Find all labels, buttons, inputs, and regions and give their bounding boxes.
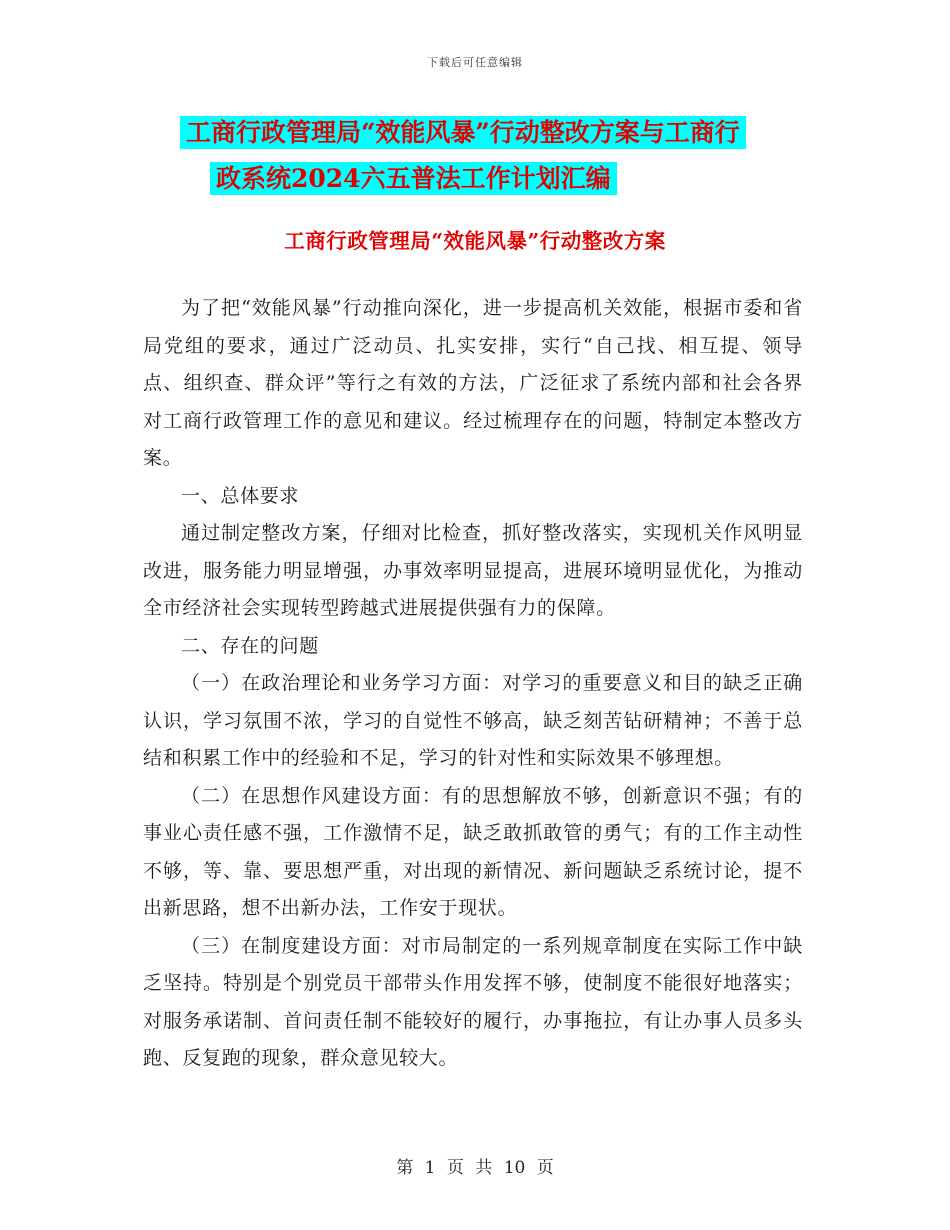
document-title — [180, 110, 820, 202]
paragraph-requirements: 通过制定整改方案，仔细对比检查，抓好整改落实，实现机关作风明显改进，服务能力明显增强，办事效率明显提高，进展环境明显优化，为推动全市经济社会实现转型跨越式进展提供强有力的保障。 — [143, 522, 803, 619]
paragraph-problem-1: （一）在政治理论和业务学习方面：对学习的重要意义和目的缺乏正确认识，学习氛围不浓，学习的自觉性不够高，缺乏刻苦钻研精神；不善于总结和积累工作中的经验和不足，学习的针对性和实际效果不够理想。 — [143, 672, 803, 769]
page-number: 第 1 页 共 10 页 — [396, 1158, 554, 1178]
page-header-note: 下载后可任意编辑 — [427, 56, 523, 69]
heading-general-requirements: 一、总体要求 — [181, 484, 300, 507]
paragraph-problem-2: （二）在思想作风建设方面：有的思想解放不够，创新意识不强；有的事业心责任感不强，工作激情不足，缺乏敢抓敢管的勇气；有的工作主动性不够，等、靠、要思想严重，对出现的新情况、新问题缺乏系统讨论，提不出新思路，想不出新办法，工作安于现状。 — [143, 784, 803, 919]
heading-existing-problems: 二、存在的问题 — [181, 634, 319, 657]
section-title: 工商行政管理局“效能风暴”行动整改方案 — [284, 229, 666, 253]
title-line-1: 工商行政管理局“效能风暴”行动整改方案与工商行 — [180, 116, 746, 149]
title-line-2: 政系统2024六五普法工作计划汇编 — [210, 162, 617, 195]
paragraph-problem-3: （三）在制度建设方面：对市局制定的一系列规章制度在实际工作中缺乏坚持。特别是个别党员干部带头作用发挥不够，使制度不能很好地落实；对服务承诺制、首问责任制不能较好的履行，办事拖拉，有让办事人员多头跑、反复跑的现象，群众意见较大。 — [143, 934, 803, 1069]
paragraph-intro: 为了把“效能风暴”行动推向深化，进一步提高机关效能，根据市委和省局党组的要求，通过广泛动员、扎实安排，实行“自己找、相互提、领导点、组织查、群众评”等行之有效的方法，广泛征求了系统内部和社会各界对工商行政管理工作的意见和建议。经过梳理存在的问题，特制定本整改方案。 — [143, 297, 803, 469]
document-body — [143, 290, 803, 1078]
title-line-2-wrap — [180, 156, 820, 202]
